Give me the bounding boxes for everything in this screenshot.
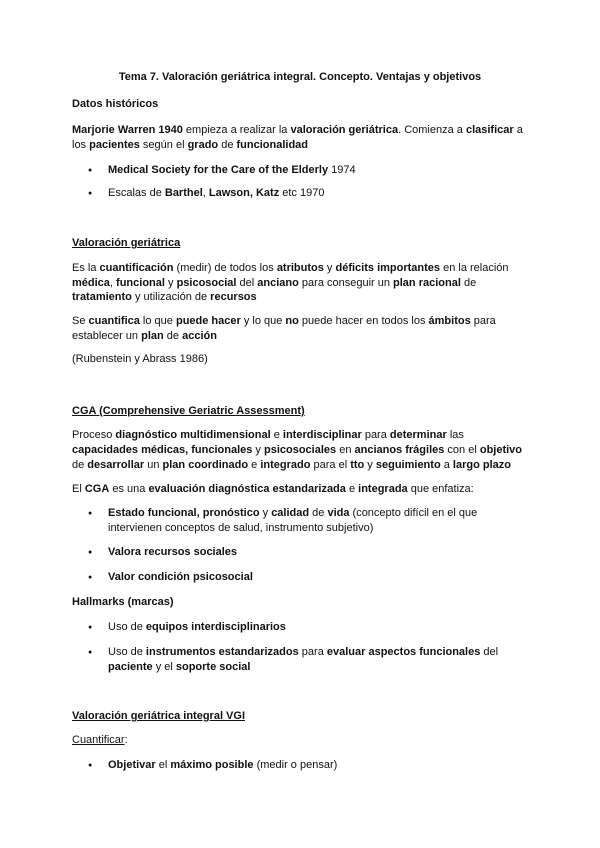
- list-item-continuation: intervienen conceptos de salud, instrumento subjetivo): [108, 522, 374, 534]
- paragraph-line: de desarrollar un plan coordinado e integrado para el tto y seguimiento a largo plazo: [72, 459, 511, 471]
- list-item: ● Valor condición psicosocial: [89, 571, 234, 584]
- list-item: ● Escalas de Barthel, Lawson, Katz etc 1970: [89, 187, 305, 200]
- list-item: ● Objetivar el máximo posible (medir o pensar): [89, 759, 318, 772]
- paragraph-line: tratamiento y utilización de recursos: [72, 291, 257, 303]
- list-item: ● Uso de equipos interdisciplinarios: [89, 621, 267, 634]
- heading-cga: CGA (Comprehensive Geriatric Assessment): [72, 405, 305, 417]
- paragraph-line: Se cuantifica lo que puede hacer y lo que no puede hacer en todos los ámbitos para: [72, 315, 496, 327]
- paragraph-line: establecer un plan de acción: [72, 330, 217, 342]
- list-item: ● Uso de instrumentos estandarizados para evaluar aspectos funcionales del: [89, 646, 479, 659]
- list-item-continuation: paciente y el soporte social: [108, 661, 251, 673]
- heading-hallmarks: Hallmarks (marcas): [72, 596, 174, 608]
- heading-vgi: Valoración geriátrica integral VGI: [72, 710, 246, 722]
- subheading-cuantificar: Cuantificar:: [72, 734, 128, 746]
- paragraph-line: Es la cuantificación (medir) de todos los atributos y déficits importantes en la relación: [72, 262, 509, 274]
- paragraph-line: Marjorie Warren 1940 empieza a realizar la valoración geriátrica. Comienza a clasificar a: [72, 124, 523, 136]
- paragraph-line: capacidades médicas, funcionales y psicosociales en ancianos frágiles con el objetivo: [72, 444, 523, 456]
- document-title: Tema 7. Valoración geriátrica integral. Concepto. Ventajas y objetivos: [118, 71, 482, 83]
- paragraph-line: médica, funcional y psicosocial del anciano para conseguir un plan racional de: [72, 277, 477, 289]
- paragraph-line: Proceso diagnóstico multidimensional e interdisciplinar para determinar las: [72, 429, 464, 441]
- list-item: ● Estado funcional, pronóstico y calidad de vida (concepto difícil en el que: [89, 507, 458, 520]
- heading-valoracion-geriatrica: Valoración geriátrica: [72, 237, 181, 249]
- reference: (Rubenstein y Abrass 1986): [72, 353, 208, 365]
- list-item: ● Medical Society for the Care of the Elderly 1974: [89, 164, 337, 177]
- list-item: ● Valora recursos sociales: [89, 546, 218, 559]
- heading-datos-historicos: Datos históricos: [72, 98, 159, 110]
- paragraph-line: El CGA es una evaluación diagnóstica estandarizada e integrada que enfatiza:: [72, 483, 474, 495]
- paragraph-line: los pacientes según el grado de funcionalidad: [72, 139, 308, 151]
